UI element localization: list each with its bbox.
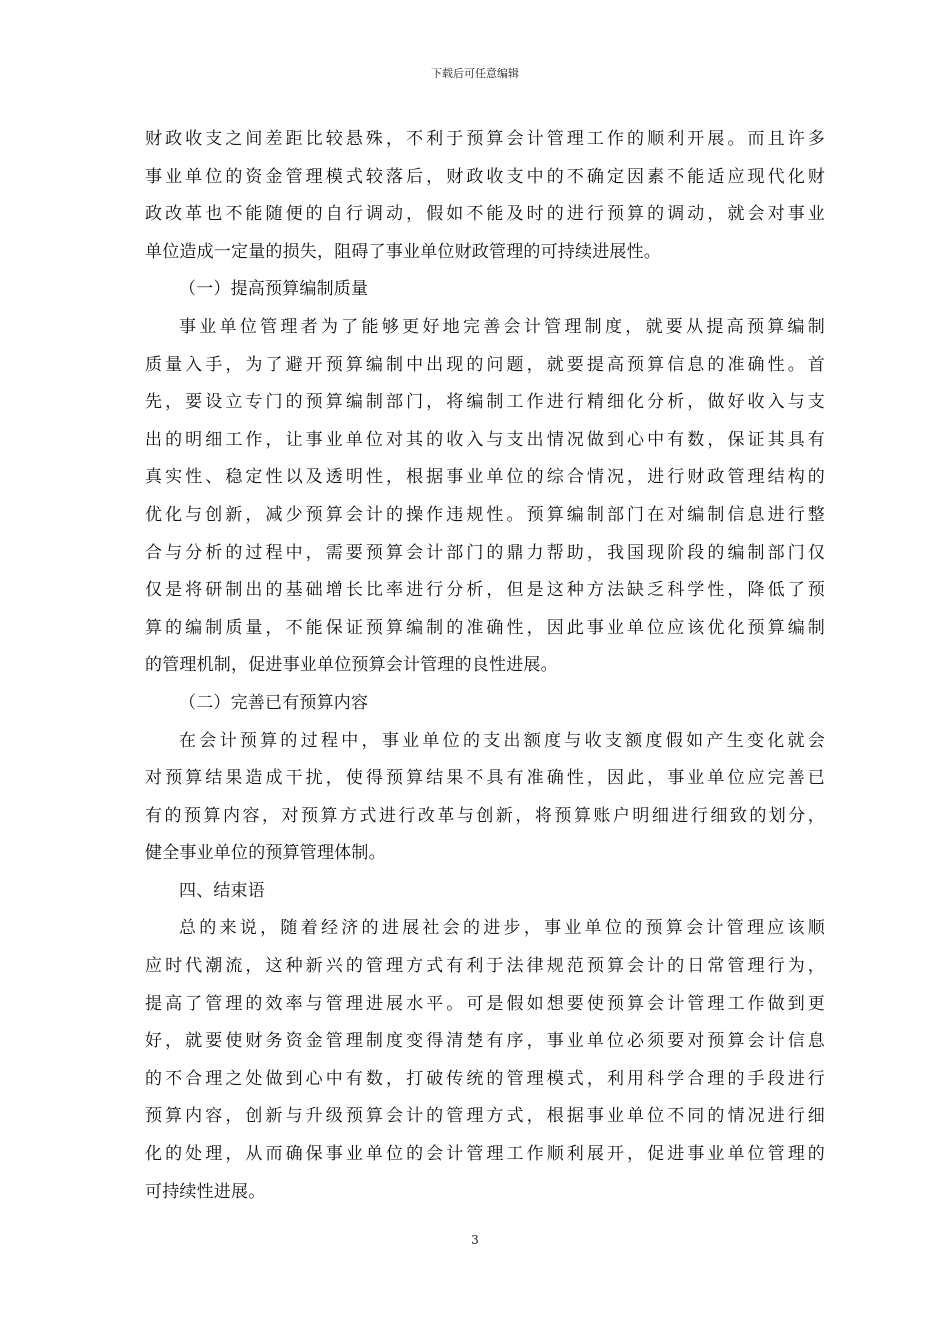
paragraph-line: 优化与创新，减少预算会计的操作违规性。预算编制部门在对编制信息进行整: [145, 504, 825, 525]
paragraph-line: 的不合理之处做到心中有数，打破传统的管理模式，利用科学合理的手段进行: [145, 1068, 825, 1089]
paragraph-line: 事业单位管理者为了能够更好地完善会计管理制度，就要从提高预算编制: [179, 316, 825, 337]
paragraph-line: 预算内容，创新与升级预算会计的管理方式，根据事业单位不同的情况进行细: [145, 1106, 825, 1127]
paragraph-line: 合与分析的过程中，需要预算会计部门的鼎力帮助，我国现阶段的编制部门仅: [145, 542, 825, 563]
section-heading: （二）完善已有预算内容: [179, 692, 369, 713]
page-number: 3: [471, 1233, 479, 1247]
paragraph-line: 仅是将研制出的基础增长比率进行分析，但是这种方法缺乏科学性，降低了预: [145, 580, 825, 601]
paragraph-line: 算的编制质量，不能保证预算编制的准确性，因此事业单位应该优化预算编制: [145, 617, 825, 638]
paragraph-line: 真实性、稳定性以及透明性，根据事业单位的综合情况，进行财政管理结构的: [145, 467, 825, 488]
paragraph-line: 总的来说，随着经济的进展社会的进步，事业单位的预算会计管理应该顺: [179, 918, 825, 939]
paragraph-line: 应时代潮流，这种新兴的管理方式有利于法律规范预算会计的日常管理行为，: [145, 956, 825, 977]
paragraph-line: 健全事业单位的预算管理体制。: [145, 843, 386, 864]
paragraph-line: 出的明细工作，让事业单位对其的收入与支出情况做到心中有数，保证其具有: [145, 429, 825, 450]
paragraph-line: 可持续性进展。: [145, 1181, 266, 1202]
document-body: [145, 121, 825, 1211]
page-header: 下载后可任意编辑: [431, 67, 519, 80]
paragraph-line: 好，就要使财务资金管理制度变得清楚有序，事业单位必须要对预算会计信息: [145, 1031, 825, 1052]
paragraph-line: 提高了管理的效率与管理进展水平。可是假如想要使预算会计管理工作做到更: [145, 993, 825, 1014]
paragraph-line: 化的处理，从而确保事业单位的会计管理工作顺利展开，促进事业单位管理的: [145, 1144, 825, 1165]
section-heading: （一）提高预算编制质量: [179, 279, 369, 300]
paragraph-line: 先，要设立专门的预算编制部门，将编制工作进行精细化分析，做好收入与支: [145, 392, 825, 413]
paragraph-line: 财政收支之间差距比较悬殊，不利于预算会计管理工作的顺利开展。而且许多: [145, 129, 825, 149]
paragraph-line: 质量入手，为了避开预算编制中出现的问题，就要提高预算信息的准确性。首: [145, 354, 825, 375]
paragraph-line: 在会计预算的过程中，事业单位的支出额度与收支额度假如产生变化就会: [179, 730, 825, 751]
paragraph-line: 有的预算内容，对预算方式进行改革与创新，将预算账户明细进行细致的划分，: [145, 805, 825, 826]
paragraph-line: 事业单位的资金管理模式较落后，财政收支中的不确定因素不能适应现代化财: [145, 166, 825, 187]
paragraph-line: 的管理机制，促进事业单位预算会计管理的良性进展。: [145, 655, 558, 676]
paragraph-line: 政改革也不能随便的自行调动，假如不能及时的进行预算的调动，就会对事业: [145, 204, 825, 225]
paragraph-line: 对预算结果造成干扰，使得预算结果不具有准确性，因此，事业单位应完善已: [145, 768, 825, 789]
section-heading: 四、结束语: [179, 880, 265, 901]
paragraph-line: 单位造成一定量的损失，阻碍了事业单位财政管理的可持续进展性。: [145, 241, 661, 262]
